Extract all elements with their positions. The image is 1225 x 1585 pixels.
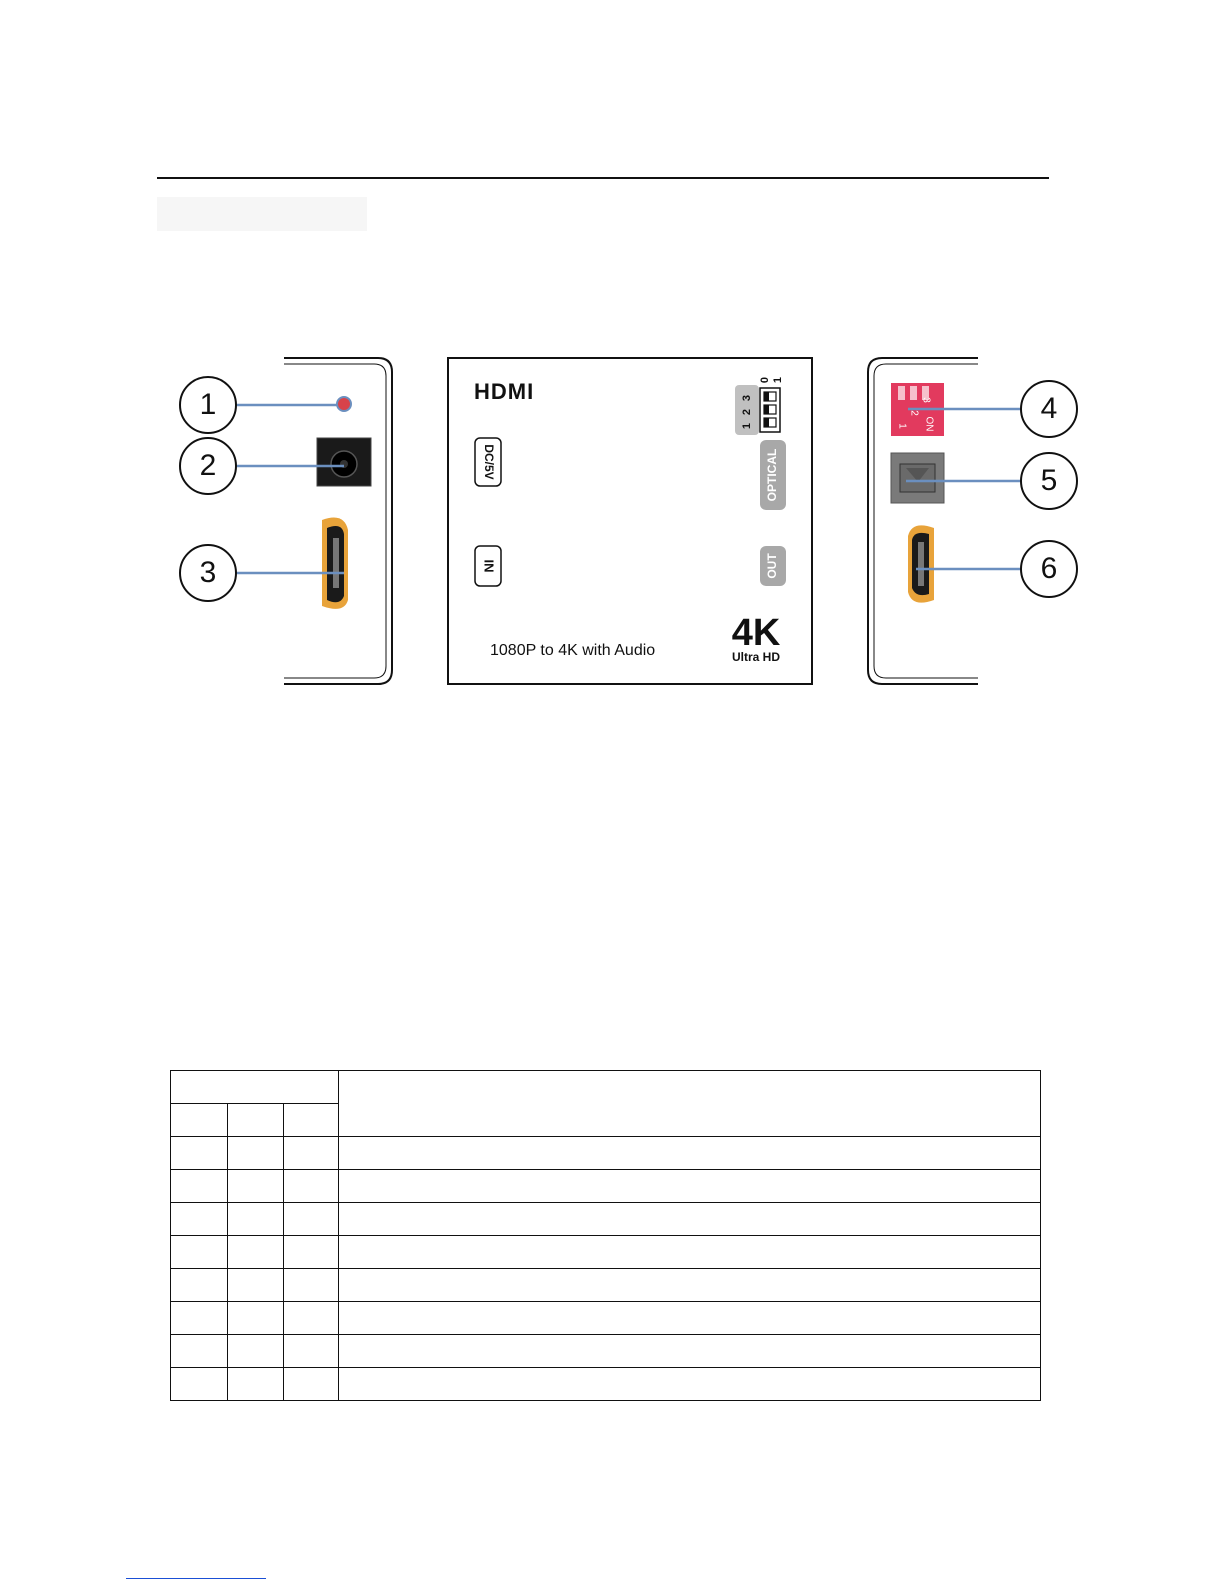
switch-2-header bbox=[228, 1104, 284, 1137]
dip-number: 2 bbox=[908, 410, 920, 416]
table-row bbox=[171, 1236, 1041, 1269]
switch-group-header bbox=[171, 1071, 339, 1104]
description-header bbox=[339, 1071, 1041, 1137]
dip-number: 3 bbox=[920, 397, 932, 403]
product-caption: 1080P to 4K with Audio bbox=[490, 642, 656, 659]
dip-on-label: ON bbox=[923, 416, 935, 432]
dip-number: 2 bbox=[740, 408, 753, 416]
svg-text:3: 3 bbox=[199, 555, 217, 589]
footer-link[interactable] bbox=[126, 1578, 266, 1579]
table-header-row bbox=[171, 1071, 1041, 1104]
optical-output-port bbox=[891, 453, 944, 503]
switch-1-header bbox=[171, 1104, 228, 1137]
switch-3-header bbox=[284, 1104, 339, 1137]
right-side-panel bbox=[868, 358, 978, 684]
svg-text:5: 5 bbox=[1040, 463, 1058, 497]
svg-text:1: 1 bbox=[199, 387, 217, 421]
callout-5 bbox=[1021, 453, 1077, 509]
table-row bbox=[171, 1368, 1041, 1401]
hdmi-output-port bbox=[908, 525, 934, 602]
dip-state: 1 bbox=[771, 376, 784, 384]
left-side-panel bbox=[284, 358, 392, 684]
dip-number: 1 bbox=[896, 423, 908, 429]
callout-1 bbox=[180, 377, 236, 433]
front-panel bbox=[448, 358, 812, 684]
table-row bbox=[171, 1335, 1041, 1368]
led-indicator bbox=[337, 397, 351, 411]
dip-setting-table bbox=[170, 1070, 1041, 1400]
callout-2 bbox=[180, 438, 236, 494]
dip-number: 1 bbox=[740, 422, 753, 430]
hdmi-logo: HDMI bbox=[474, 379, 535, 404]
table-row bbox=[171, 1203, 1041, 1236]
table-row bbox=[171, 1269, 1041, 1302]
svg-text:2: 2 bbox=[199, 448, 217, 482]
dip-state: 0 bbox=[758, 376, 771, 384]
hdmi-input-port bbox=[322, 518, 348, 609]
table-row bbox=[171, 1170, 1041, 1203]
optical-label: OPTICAL bbox=[765, 448, 780, 502]
output-label: OUT bbox=[765, 553, 780, 579]
dip-number: 3 bbox=[740, 394, 753, 402]
svg-text:6: 6 bbox=[1040, 551, 1058, 585]
table-row bbox=[171, 1302, 1041, 1335]
callout-4 bbox=[1021, 381, 1077, 437]
input-label: IN bbox=[481, 559, 497, 573]
callout-3 bbox=[180, 545, 236, 601]
table-row bbox=[171, 1137, 1041, 1170]
power-label: DC/5V bbox=[481, 444, 496, 480]
callout-6 bbox=[1021, 541, 1077, 597]
ultra-hd-label: Ultra HD bbox=[731, 650, 781, 664]
4k-badge: 4K bbox=[731, 612, 781, 654]
product-diagram bbox=[0, 0, 1225, 720]
svg-text:4: 4 bbox=[1040, 391, 1058, 425]
